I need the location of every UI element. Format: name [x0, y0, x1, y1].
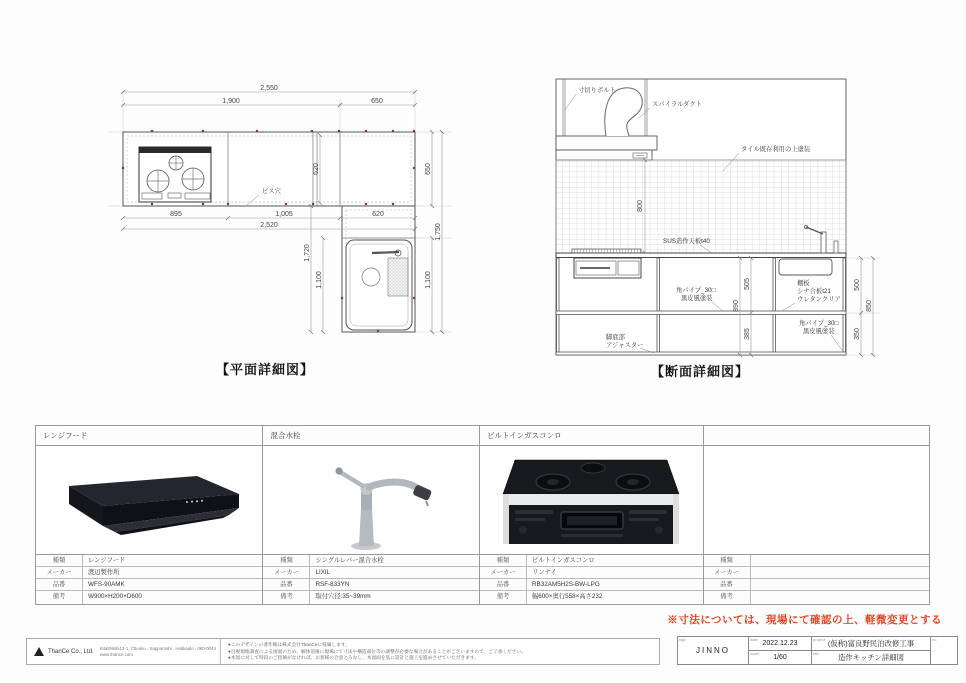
plan-sink-symbol [346, 240, 412, 330]
scale-cell [749, 651, 811, 665]
product-spec-table [35, 425, 930, 605]
dim-top-left: 1,900 [222, 98, 240, 105]
spec-value-type: シングルレバー混合水栓 [315, 557, 384, 565]
spec-label-model: 品番 [480, 579, 527, 590]
sign-value: JINNO [696, 646, 730, 655]
dim-top-total: 2,550 [260, 85, 278, 92]
dim-bot-2: 1,005 [275, 211, 293, 218]
company-name: ThanCe Co., Ltd. [48, 648, 94, 655]
disclaimer-note: ●目視現地調査による図面のため、解体前後に現場にて寸法や構造部位等の調整が必要な場合があることがございますので、ご了承ください。 [228, 648, 526, 654]
counter-label: SUS造作天板t40 [663, 238, 710, 245]
section-caption: 【断面詳細図】 [650, 364, 750, 379]
spec-label-type: 種類 [480, 555, 527, 566]
spec-label-type: 種類 [36, 555, 83, 566]
spec-value-maker: リンナイ [532, 569, 557, 577]
dim-bot-3: 620 [372, 211, 384, 218]
screw-hole-label: ビス穴 [262, 188, 281, 195]
dim-mid-upper: 505 [744, 278, 751, 290]
spec-label-type: 種類 [704, 555, 751, 566]
dim-bot-total: 2,520 [260, 222, 278, 229]
shelf-label-2: シナ合板t21 [797, 288, 831, 295]
site-dimension-notice: ※寸法については、現場にて確認の上、軽微変更とする [667, 614, 942, 626]
pipe-low-label-1: 角パイプ_30□ [799, 320, 839, 327]
project-cell [812, 637, 930, 651]
plan-view [108, 85, 452, 377]
spec-label-model: 品番 [36, 579, 83, 590]
spec-value-maker: 渡辺製作所 [88, 569, 120, 577]
section-range-hood [556, 136, 657, 160]
leg-label-2: アジャスター [606, 342, 644, 349]
dim-right-outer: 1,750 [435, 223, 442, 241]
dim-left-inner: 1,100 [316, 271, 323, 289]
spec-label-note: 備考 [36, 591, 83, 604]
spec-label-maker: メーカー [704, 567, 751, 578]
drawing-title-block [677, 636, 958, 665]
tile-label: タイル既存利用の上塗装 [741, 146, 811, 153]
spec-value-maker [751, 567, 930, 578]
product-column-range-hood [36, 426, 263, 604]
spec-label-note: 備考 [480, 591, 527, 604]
dim-mid-total: 890 [733, 300, 740, 312]
shelf-label-3: ウレタンクリア [797, 296, 841, 303]
no-label: no [932, 637, 937, 642]
spec-value-model: RB32AM5H2S-BW-LPG [532, 581, 600, 589]
spec-label-model: 品番 [704, 579, 751, 590]
disclaimer-notes [221, 639, 659, 664]
dim-right-inner: 1,100 [425, 271, 432, 289]
dim-left-outer: 1,720 [304, 244, 311, 262]
product-column-empty [704, 426, 930, 604]
sign-label: sign [679, 637, 687, 642]
date-cell [749, 637, 811, 651]
project-value: (仮称)富良野民泊改修工事 [827, 638, 915, 648]
product-column-faucet [263, 426, 480, 604]
spec-value-type [751, 555, 930, 566]
empty-image-cell [704, 446, 930, 555]
pipe-low-label-2: 黒皮風塗装 [803, 328, 835, 335]
titleblock-sign-cell [678, 637, 749, 664]
date-value: 2022.12.23 [762, 639, 798, 647]
titleblock-no-cell [931, 637, 957, 664]
shelf-label-1: 棚板 [797, 280, 810, 287]
spec-label-model: 品番 [263, 579, 310, 590]
spec-label-type: 種類 [263, 555, 310, 566]
spec-value-model [751, 579, 930, 590]
dim-right-total: 850 [866, 300, 873, 312]
spec-value-note: W900×H200×D600 [88, 593, 142, 601]
drawing-title-cell [812, 651, 930, 665]
company-info-box [26, 638, 660, 665]
spec-value-note: 幅600×奥行558×高さ232 [532, 593, 603, 601]
project-label: project [813, 637, 826, 642]
dim-right-lower: 350 [854, 328, 861, 340]
faucet-image [263, 446, 479, 555]
disclaimer-note: ●本図に対して特段のご指摘がなければ、お客様の合意とみなし、本図面を基に設計と施工を進めさせていただきます。 [228, 655, 479, 661]
product-header: 混合水栓 [263, 426, 479, 446]
dim-depth-inner: 620 [313, 163, 320, 175]
spec-value-type: レンジフード [88, 557, 126, 565]
company-address-line: Kita9Nishi13-1, Chuoku , Sapporoshi , Hokkaido , 060-0044 [99, 645, 216, 651]
spec-value-note [751, 591, 930, 604]
dim-mid-lower: 385 [744, 328, 751, 340]
product-column-gas-stove [480, 426, 704, 604]
spec-value-maker: LIXIL [315, 569, 331, 577]
titleblock-date-scale-cell [749, 637, 812, 664]
spec-label-maker: メーカー [480, 567, 527, 578]
company-identity [27, 639, 221, 664]
spec-value-note: 取付穴径:35~39mm [315, 593, 371, 601]
range-hood-image [36, 446, 262, 555]
spec-label-note: 備考 [704, 591, 751, 604]
scale-label: scale [750, 650, 760, 656]
section-shelf-symbol [779, 259, 832, 275]
spec-value-model: WFS-90AMK [88, 581, 125, 589]
plan-cooktop-symbol [139, 147, 211, 202]
spec-label-note: 備考 [263, 591, 310, 604]
section-countertop [556, 253, 846, 258]
dim-bot-1: 895 [170, 211, 182, 218]
dim-top-right: 650 [371, 98, 383, 105]
title-value: 造作キッチン詳細図 [838, 652, 904, 662]
product-header [704, 426, 930, 446]
plan-caption: 【平面詳細図】 [215, 362, 315, 377]
spec-label-maker: メーカー [263, 567, 310, 578]
gas-stove-image [480, 446, 703, 555]
section-view [556, 79, 880, 379]
date-label: date [750, 637, 758, 642]
company-address [100, 646, 216, 658]
duct-label: スパイラルダクト [652, 101, 702, 108]
leg-label-1: 脚底部 [606, 334, 625, 341]
company-logo-icon [34, 647, 44, 656]
spec-value-model: RSF-833YN [315, 581, 350, 589]
dim-tile-height: 800 [637, 200, 644, 212]
dim-right-upper: 500 [854, 279, 861, 291]
scale-value: 1/60 [773, 653, 787, 661]
disclaimer-note: ●このデザインの著作権は株式会社ThanCeに帰属します。 [228, 642, 350, 647]
spec-value-type: ビルトインガスコンロ [532, 557, 595, 565]
pipe-mid-label-1: 角パイプ_30□ [676, 287, 716, 294]
dim-depth-right: 650 [425, 163, 432, 175]
titleblock-project-title-cell [812, 637, 931, 664]
product-header: レンジフード [36, 426, 262, 446]
product-header: ビルトインガスコンロ [480, 426, 703, 446]
spec-label-maker: メーカー [36, 567, 83, 578]
company-website: www.thance.com [99, 651, 133, 657]
pipe-mid-label-2: 黒皮風塗装 [681, 295, 713, 302]
title-label: title [813, 650, 820, 656]
bolt-label: 寸切りボルト [578, 87, 616, 94]
